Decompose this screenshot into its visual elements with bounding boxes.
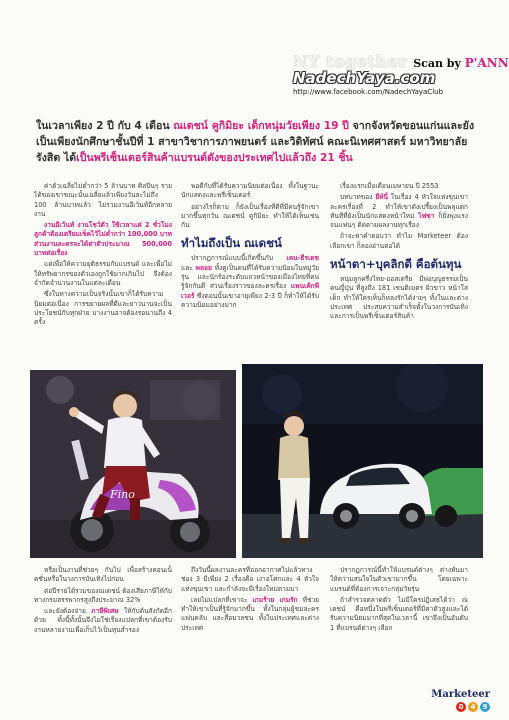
page-number	[456, 702, 490, 712]
col2-p3-text-c: ทั้งคู่เป็นคนที่ได้รับความนิยมในหมู่วัยรุ่น และนักร้องระดับแถวหน้าของเมืองไทยที่คนรู้จักกันดี ส่วนเรื่องราวของละครเรื่อง	[181, 263, 319, 291]
col3-paragraph-4: หนุ่มลูกครึ่งไทย-ออสเตรีย มีพ่อบุญธรรมเป็นคนญี่ปุ่น ที่สูงถึง 181 เซนติเมตร ผิวขาว หน้าใสเด็ก ทำให้ใครเห็นก็หลงรักได้ง่ายๆ ทั้งในและต่างประเทศ ประสบความสำเร็จทั้งในวงการบันเทิงและการเป็นพรีเซ็นเตอร์สินค้า	[330, 275, 468, 321]
car-scene-illustration	[242, 364, 483, 558]
col2-paragraph-2: อย่างไรก็ตาม ก็ยังเป็นเรื่องที่ดีที่มีคนรู้จักเขามากขึ้นทุกวัน ณเดชน์ คูกิมิยะ ทำให้ได้เห็นเช่นกัน	[181, 202, 319, 230]
intro-part1: ในเวลาเพียง 2 ปี กับ 4 เดือน	[36, 120, 174, 132]
intro-name: ณเดชน์ คูกิมิยะ เด็กหนุ่มวัยเพียง 19 ปี	[173, 120, 349, 132]
lower3-paragraph-2: ถ้าสำรวจตลาดตัว ไม่มีใครปฏิเสธได้ว่า ณเดชน์ คือหนึ่งในพรีเซ็นเตอร์ที่มีค่าตัวสูงและได้รับความนิยมมากที่สุดในเวลานี้ เขาจึงเป็นอันดับ 1 ที่แบรนด์ต่างๆ เลือก	[330, 595, 468, 632]
col3-p2-text-c: ก็ยิ่งพุ่งแรงจนแฟนๆ ติดตามผลงานทุกเรื่อง	[330, 211, 468, 230]
magazine-brand: Marketeer	[431, 689, 490, 700]
col2-p3-title: แพนเค้กพีเวอร์	[181, 282, 319, 300]
watermark-site-text: NadechYaya.com	[293, 69, 436, 87]
watermark-by-text: Scan by	[413, 57, 461, 70]
section-heading-why: ทำไมถึงเป็น ณเดชน์	[181, 236, 282, 251]
lower3-paragraph-1: ปรากฏการณ์นี้ทำให้แบรนด์ต่างๆ ต่างหันมาให้ความสนใจในตัวเขามากขึ้น โดยเฉพาะแบรนด์ที่ต้องการเจาะกลุ่มวัยรุ่น	[330, 566, 468, 593]
article-column-2	[181, 182, 319, 312]
lower1-paragraph-3	[34, 607, 172, 635]
article-lower-column-3	[330, 566, 468, 635]
lower2-p2-text: เลยไม่แปลกที่เขาจะ	[191, 595, 253, 604]
article-column-1	[34, 182, 172, 329]
photo-car-event	[242, 364, 483, 558]
article-lower-column-1	[34, 566, 172, 637]
page-digit-1: 0	[456, 702, 466, 712]
col2-p3-text: ปรากฏการณ์แบบนี้เกิดขึ้นกับ	[191, 254, 287, 263]
lower1-paragraph-1: หรือเป็นงานที่ช่วยๆ กันไป เพื่อสร้างคอนเน็คชั่นหรือในวงการบันเทิงไปก่อน	[34, 566, 172, 584]
article-column-3	[330, 182, 468, 324]
col1-paragraph-4: ซึ่งในทางความเป็นจริงนั้นเขาก็ได้รับความนิยมต่อเนื่อง การขยายผลที่ดีและยาวนานจะเป็นประโยชน์กับทุกฝ่าย บางงานอาจต้องรอนานถึง 4 ครั้ง	[34, 290, 172, 327]
intro-paragraph	[36, 118, 476, 166]
col3-p2-text: บทบาทของ	[340, 193, 376, 202]
col3-p2-name-2: ไฟซา	[418, 211, 435, 220]
scan-credit-watermark	[283, 52, 509, 110]
watermark-name-text: P'ANN	[464, 56, 509, 70]
intro-highlight: เป็นพรีเซ็นเตอร์สินค้าแบรนด์ดังของประเทศไปแล้วถึง 21 ชิ้น	[76, 152, 353, 164]
page-footer	[400, 689, 490, 715]
col3-paragraph-3: ถ้าจะหาคำตอบว่า ทำไม Marketeer ต้องเลือกเขา ก็ลองอ่านต่อได้	[330, 232, 468, 250]
lower2-paragraph-1: ถึงวันนี้ผลงานละครที่ออกอากาศไปแล้วทางช่อง 3 มีเพียง 2 เรื่องคือ เงาอโศกและ 4 หัวใจแห่งขุนเขา และกำลังจะมีเรื่องใหม่ตามมา	[181, 566, 319, 593]
intro-part2: จากจังหวัดขอนแก่นและยังเป็นเพียงนักศึกษาชั้นปีที่ 1 สาขาวิชาการภาพยนตร์ และวิดิทัศน์ คณะนิเทศศาสตร์ มหาวิทยาลัยรังสิต ได้	[36, 120, 475, 164]
col3-paragraph-1: เรื่องแรกเมื่อเดือนเมษายน ปี 2553	[340, 182, 439, 190]
lower2-paragraph-2	[181, 596, 319, 633]
page-digit-3: 9	[480, 702, 490, 712]
lower1-p3-text: และยังต้องจ่าย	[44, 607, 92, 616]
col2-p3-text-b: และ	[181, 263, 196, 272]
col1-paragraph-3: แต่เพื่อให้ความยุติธรรมกับแบรนด์ และเพื่อไม่ให้ทรัพยากรของตัวเองถูกใช้มากเกินไป จึงต้องจำกัดจำนวนงานในแต่ละเดือน	[34, 260, 172, 287]
article-lower-column-2	[181, 566, 319, 635]
col2-p3-name-1: เคน-ธีรเดช	[286, 254, 319, 263]
col3-paragraph-2	[330, 193, 468, 230]
watermark-ny-text: NY together	[293, 52, 408, 71]
section-heading-looks: หน้าตา+บุคลิกดี คือต้นทุน	[330, 257, 462, 272]
lower1-p3-text-b: ให้กับต้นสังกัดอีกด้วย ทั้งนี้ทั้งนั้นจึงไม่ใช่เรื่องแปลกที่เขาต้องรับงานหลายงานเพื่อเก็บไว้เป็นทุนสำรอง	[34, 607, 172, 634]
watermark-url-text: http://www.facebook.com/NadechYayaClub	[293, 88, 444, 96]
lower1-p3-highlight: ภาษีพิเศษ	[91, 607, 119, 616]
col1-paragraph-2: งานอีเว้นท์ งานโชว์ตัว ใช้เวลาแค่ 2 ชั่วโมง ลูกค้าต้องเตรียมเช็คไว้ไม่ต่ำกว่า 100,000 บาท ส่วนงานละครจะได้ค่าตัวประมาณ 500,000 บาทต่อเรื่อง	[34, 221, 172, 258]
lower2-p2-text-b: ที่ช่วยทำให้เขาเป็นที่รู้จักมากขึ้น ทั้งในกลุ่มผู้ชมละคร แฟนคลับ และสื่อมวลชน ทั้งในประเทศและต่างประเทศ	[181, 595, 320, 632]
col2-paragraph-3	[181, 254, 319, 310]
lower1-paragraph-2: ต่อปีรายได้รวมของณเดชน์ ต้องเสียภาษีให้กับทางกรมสรรพากรสูงถึงประมาณ 32%	[34, 586, 172, 604]
col3-p2-text-b: ในเรื่อง 4 หัวใจแห่งขุนเขา ละครเรื่องที่ 2 ทำให้เขาดังเปรี้ยงเป็นพลุแตก ทันทีที่ยังเป็นนักแสดงหน้าใหม่	[330, 193, 468, 220]
page-digit-2: 4	[468, 702, 478, 712]
photo-scooter-event	[30, 370, 236, 558]
col2-p3-name-2: พลอย	[195, 263, 212, 272]
lower2-p2-highlight: เกมร้าย เกมรัก	[252, 595, 298, 604]
col2-paragraph-1: พอดีกับที่ได้รับความนิยมต่อเนื่อง ทั้งในฐานะนักแสดงและพรีเซ็นเตอร์	[181, 182, 319, 200]
scooter-scene-illustration	[30, 370, 236, 558]
col2-p3-text-d: ซึ่งตอนนั้นเขาอายุเพียง 2-3 ปี ก็ทำให้ได้รับความนิยมอย่างมาก	[181, 291, 319, 309]
col1-paragraph-1: ค่าตัวเฉลี่ยไม่ต่ำกว่า 5 ล้านบาท ศิลปินๆ รายได้ของเขาขณะนั้นเฉลี่ยแล้วเพียงวันละไม่ถึง 100 ล้านบาทแล้ว ไม่รวมงานอีเว้นท์อีกหลายงาน	[34, 182, 172, 218]
col3-p2-name-1: ยีห์นี่	[375, 193, 389, 202]
scooter-brand-logo: Fino	[110, 488, 135, 501]
